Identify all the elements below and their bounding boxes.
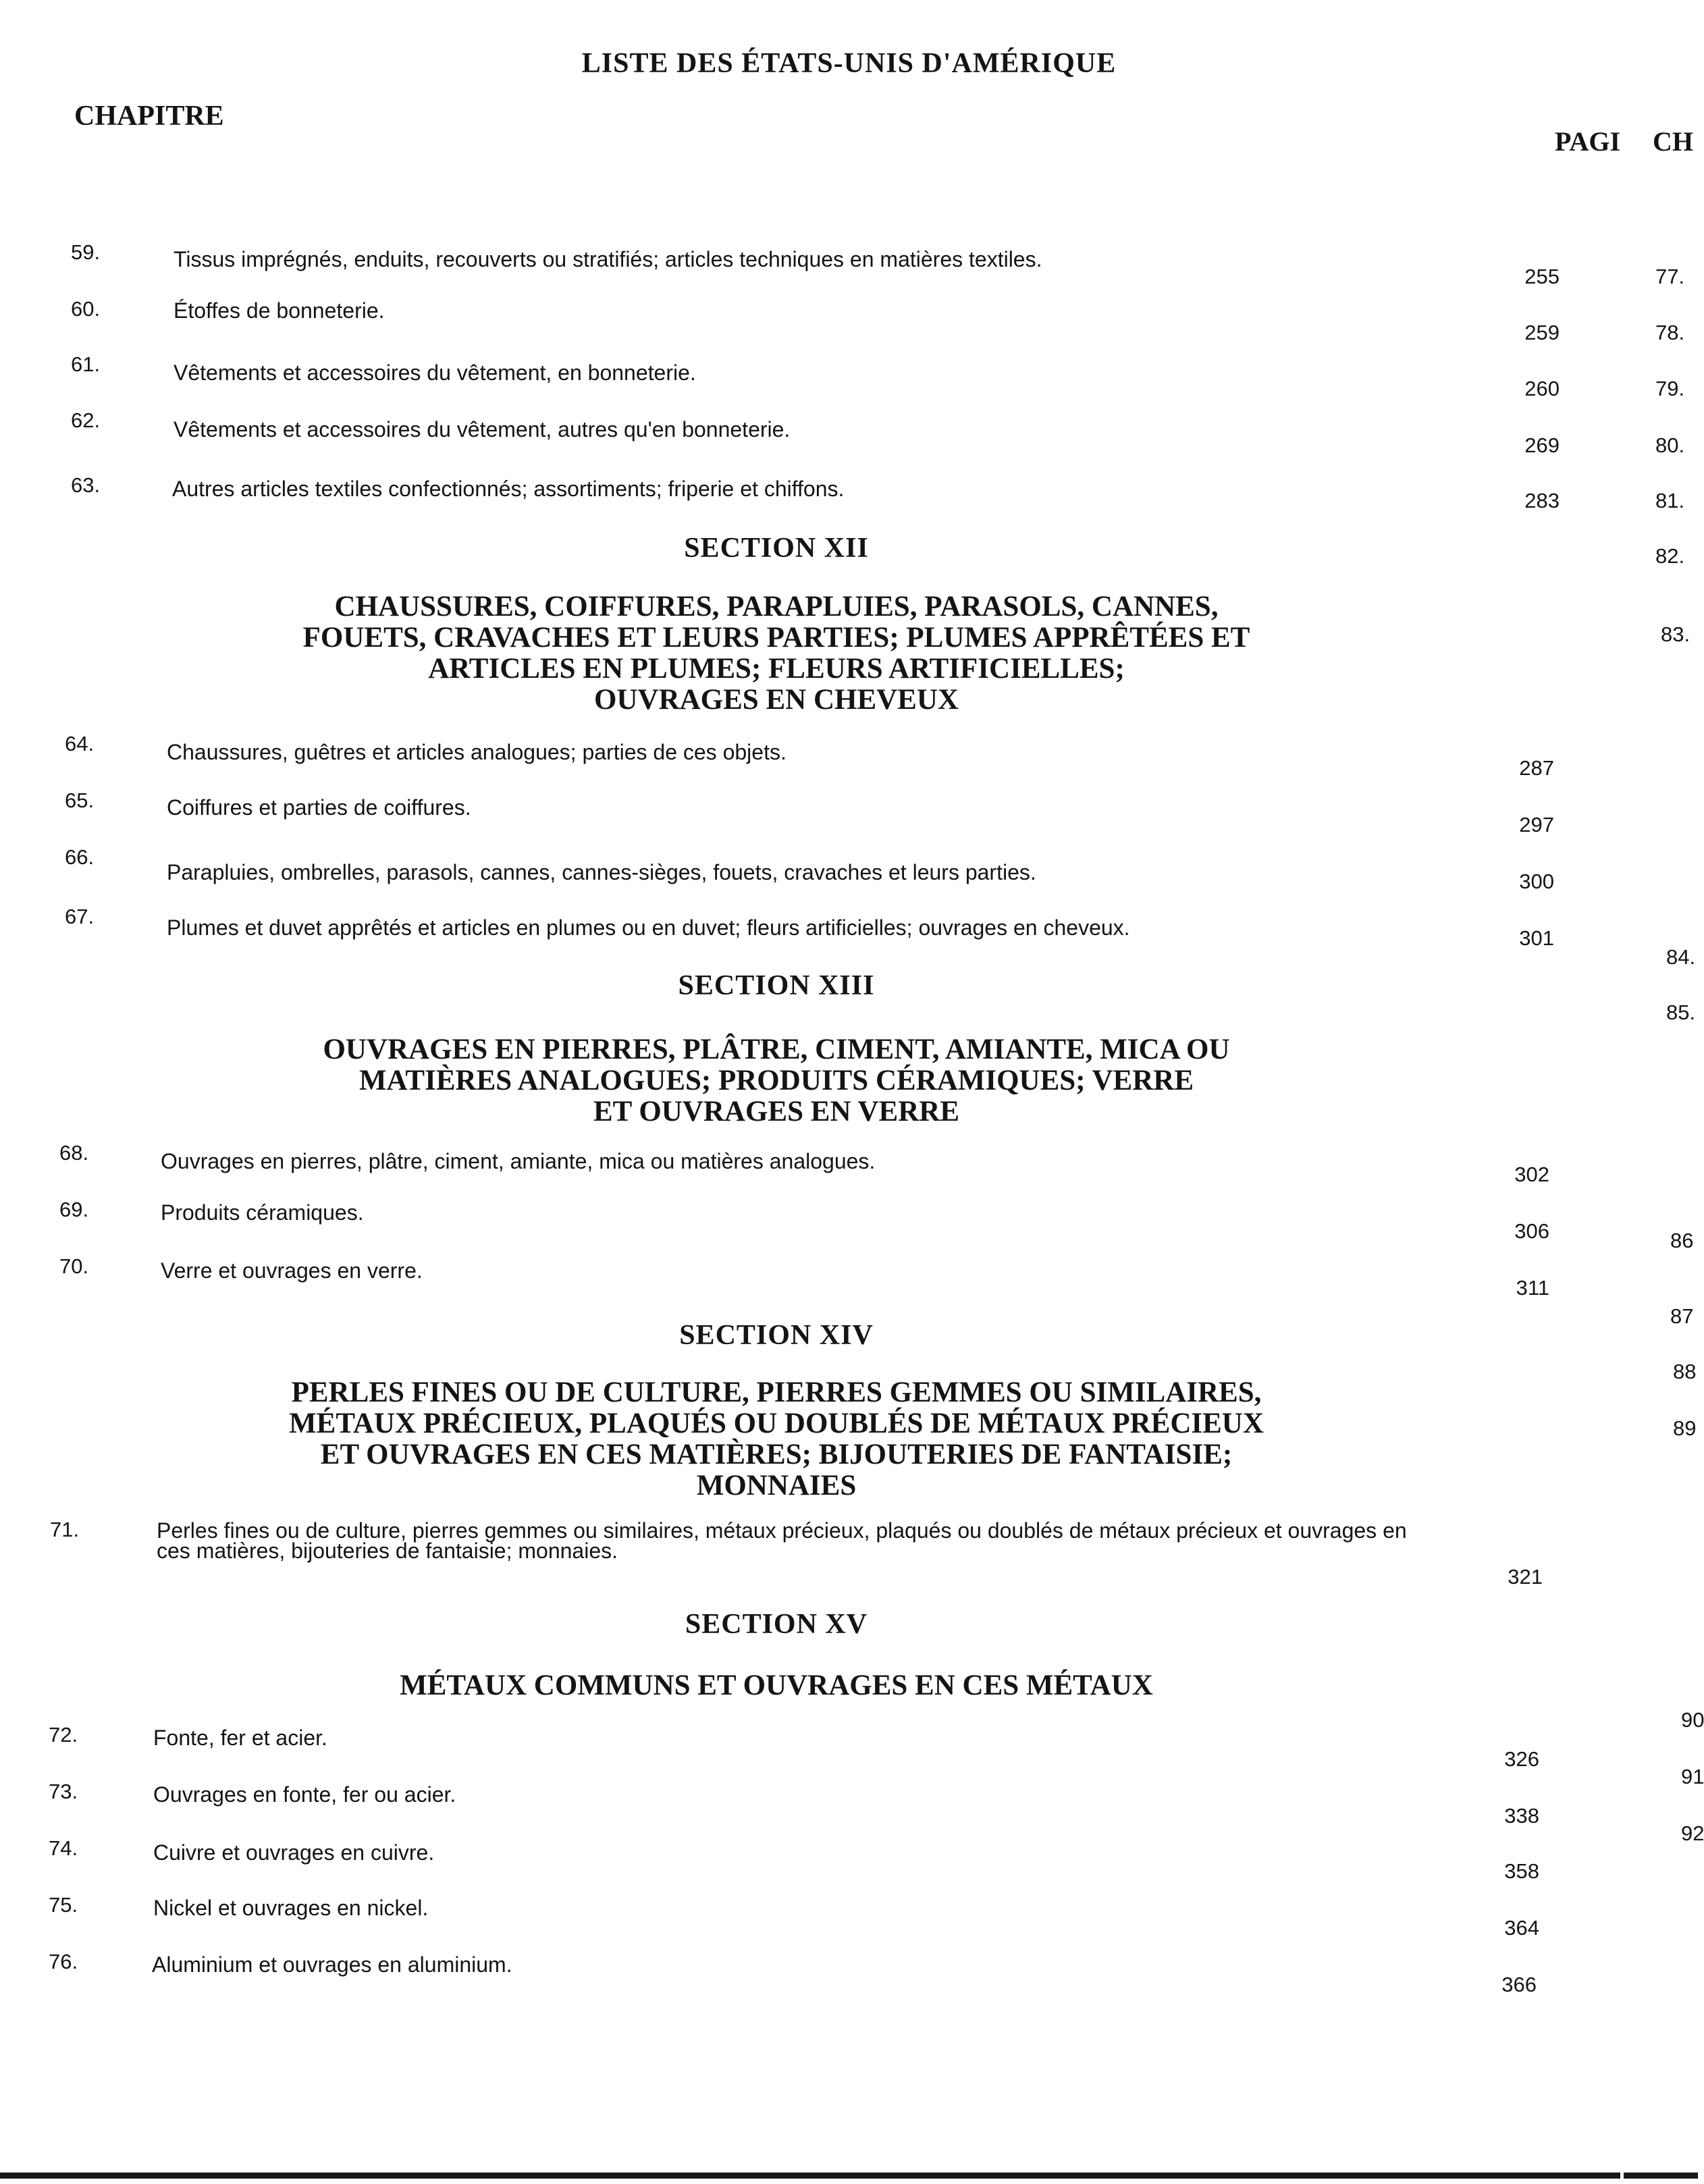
chapter-title: Produits céramiques. [161, 1200, 364, 1225]
section-title-line: MATIÈRES ANALOGUES; PRODUITS CÉRAMIQUES; VERRE [358, 1065, 1194, 1096]
chapter-number: 62. [71, 408, 101, 432]
chapter-number: 76. [49, 1950, 78, 1973]
page-number: 259 [1524, 321, 1560, 344]
chapter-title: Verre et ouvrages en verre. [161, 1258, 423, 1283]
page-number: 326 [1504, 1747, 1539, 1771]
section-label: SECTION XIII [678, 970, 875, 1001]
chapter-title: Parapluies, ombrelles, parasols, cannes, cannes-sièges, fouets, cravaches et leurs parties. [167, 860, 1036, 884]
right-column-chapter-number: 84. [1666, 945, 1696, 969]
right-column-chapter-number: 89 [1673, 1416, 1697, 1440]
section-label: SECTION XV [685, 1609, 868, 1640]
page-column-header: PAGI [1555, 126, 1621, 157]
right-column-chapter-number: 88 [1673, 1360, 1697, 1383]
section-title-line: ET OUVRAGES EN VERRE [593, 1096, 959, 1127]
section-title-line: OUVRAGES EN PIERRES, PLÂTRE, CIMENT, AMIANTE, MICA OU [323, 1034, 1230, 1065]
chapter-title: Cuivre et ouvrages en cuivre. [153, 1840, 435, 1865]
right-column-chapter-number: 91 [1681, 1765, 1704, 1788]
page-number: 297 [1519, 813, 1554, 836]
bottom-scan-border [1624, 2173, 1698, 2179]
chapter-title: Autres articles textiles confectionnés; assortiments; friperie et chiffons. [172, 477, 845, 501]
page-number: 260 [1524, 377, 1560, 400]
chapter-number: 66. [65, 845, 95, 869]
page-number: 269 [1524, 433, 1560, 457]
right-column-chapter-number: 87 [1670, 1304, 1694, 1328]
right-column-chapter-number: 83. [1661, 622, 1690, 646]
section-title-line: MÉTAUX COMMUNS ET OUVRAGES EN CES MÉTAUX [400, 1670, 1153, 1701]
page-number: 358 [1504, 1859, 1539, 1883]
chapter-title: Étoffes de bonneterie. [174, 298, 385, 323]
chapter-title: Ouvrages en fonte, fer ou acier. [153, 1782, 456, 1807]
page-number: 287 [1519, 756, 1554, 780]
chapter-title: Vêtements et accessoires du vêtement, autres qu'en bonneterie. [174, 417, 791, 442]
chapter-title: Plumes et duvet apprêtés et articles en plumes ou en duvet; fleurs artificielles; ouvrages en cheveux. [167, 915, 1130, 940]
section-label: SECTION XII [684, 533, 869, 564]
section-title [0, 1034, 1553, 1127]
chapter-title: Nickel et ouvrages en nickel. [153, 1896, 429, 1920]
chapter-number: 65. [65, 789, 95, 812]
chapter-number: 67. [65, 905, 95, 928]
chapter-number: 70. [59, 1254, 89, 1278]
chapter-title: Aluminium et ouvrages en aluminium. [152, 1952, 512, 1977]
chapter-title: Tissus imprégnés, enduits, recouverts ou stratifiés; articles techniques en matières textiles. [174, 247, 1042, 271]
right-chapter-column-header: CH [1653, 126, 1693, 157]
right-column-chapter-number: 77. [1655, 265, 1685, 288]
page-number: 364 [1504, 1916, 1539, 1940]
section-title-line: CHAUSSURES, COIFFURES, PARAPLUIES, PARASOLS, CANNES, [334, 591, 1219, 622]
chapter-number: 61. [71, 352, 101, 376]
chapter-title: Coiffures et parties de coiffures. [167, 795, 471, 820]
chapter-number: 72. [49, 1723, 78, 1747]
section-title-line: ET OUVRAGES EN CES MATIÈRES; BIJOUTERIES DE FANTAISIE; [320, 1439, 1233, 1470]
right-column-chapter-number: 82. [1655, 544, 1685, 568]
section-title-line: MONNAIES [696, 1470, 857, 1501]
section-title-line: ARTICLES EN PLUMES; FLEURS ARTIFICIELLES; [428, 653, 1125, 685]
chapter-number: 68. [59, 1141, 89, 1165]
chapter-title: Chaussures, guêtres et articles analogues; parties de ces objets. [167, 740, 787, 764]
page-number: 283 [1524, 489, 1560, 512]
chapter-title: Vêtements et accessoires du vêtement, en bonneterie. [174, 361, 696, 385]
section-title-line: MÉTAUX PRÉCIEUX, PLAQUÉS OU DOUBLÉS DE MÉTAUX PRÉCIEUX [289, 1408, 1264, 1439]
page-title: LISTE DES ÉTATS-UNIS D'AMÉRIQUE [581, 48, 1117, 79]
right-column-chapter-number: 92 [1681, 1821, 1704, 1845]
right-column-chapter-number: 78. [1655, 321, 1685, 344]
chapter-title: Perles fines ou de culture, pierres gemmes ou similaires, métaux précieux, plaqués ou doublés de métaux précieux et ouvrages en ces matières, bijouteries de fantaisie; monnaies. [157, 1518, 1407, 1563]
bottom-scan-border [0, 2173, 1620, 2179]
chapter-number: 69. [59, 1198, 89, 1221]
section-title-line: FOUETS, CRAVACHES ET LEURS PARTIES; PLUMES APPRÊTÉES ET [302, 622, 1250, 654]
right-column-chapter-number: 90 [1681, 1708, 1704, 1732]
page-number: 301 [1519, 926, 1554, 950]
chapter-number: 71. [50, 1518, 80, 1541]
section-title [0, 1377, 1553, 1501]
section-title [0, 1670, 1553, 1701]
chapter-number: 64. [65, 732, 95, 755]
right-column-chapter-number: 81. [1655, 489, 1685, 512]
page-number: 255 [1524, 265, 1560, 288]
chapter-title: Fonte, fer et acier. [153, 1726, 327, 1750]
section-title-line: PERLES FINES OU DE CULTURE, PIERRES GEMMES OU SIMILAIRES, [291, 1377, 1262, 1408]
chapter-title: Ouvrages en pierres, plâtre, ciment, amiante, mica ou matières analogues. [161, 1149, 876, 1173]
right-column-chapter-number: 86 [1670, 1229, 1694, 1252]
chapter-number: 60. [71, 297, 101, 321]
chapter-number: 75. [49, 1893, 78, 1917]
right-column-chapter-number: 79. [1655, 377, 1685, 400]
section-title-line: OUVRAGES EN CHEVEUX [594, 684, 959, 716]
page-number: 306 [1514, 1219, 1549, 1243]
page-number: 311 [1516, 1276, 1549, 1300]
page-number: 300 [1519, 870, 1554, 893]
chapter-number: 59. [71, 240, 101, 264]
page-number: 366 [1501, 1973, 1537, 1996]
page-number: 321 [1508, 1565, 1543, 1589]
page-number: 302 [1514, 1163, 1549, 1186]
page-number: 338 [1504, 1804, 1539, 1828]
chapter-column-header: CHAPITRE [74, 101, 224, 132]
chapter-number: 63. [71, 473, 101, 497]
right-column-chapter-number: 80. [1655, 433, 1685, 457]
chapter-number: 73. [49, 1780, 78, 1803]
section-label: SECTION XIV [679, 1320, 874, 1351]
section-title [0, 591, 1553, 716]
chapter-number: 74. [49, 1836, 78, 1860]
right-column-chapter-number: 85. [1666, 1001, 1696, 1024]
